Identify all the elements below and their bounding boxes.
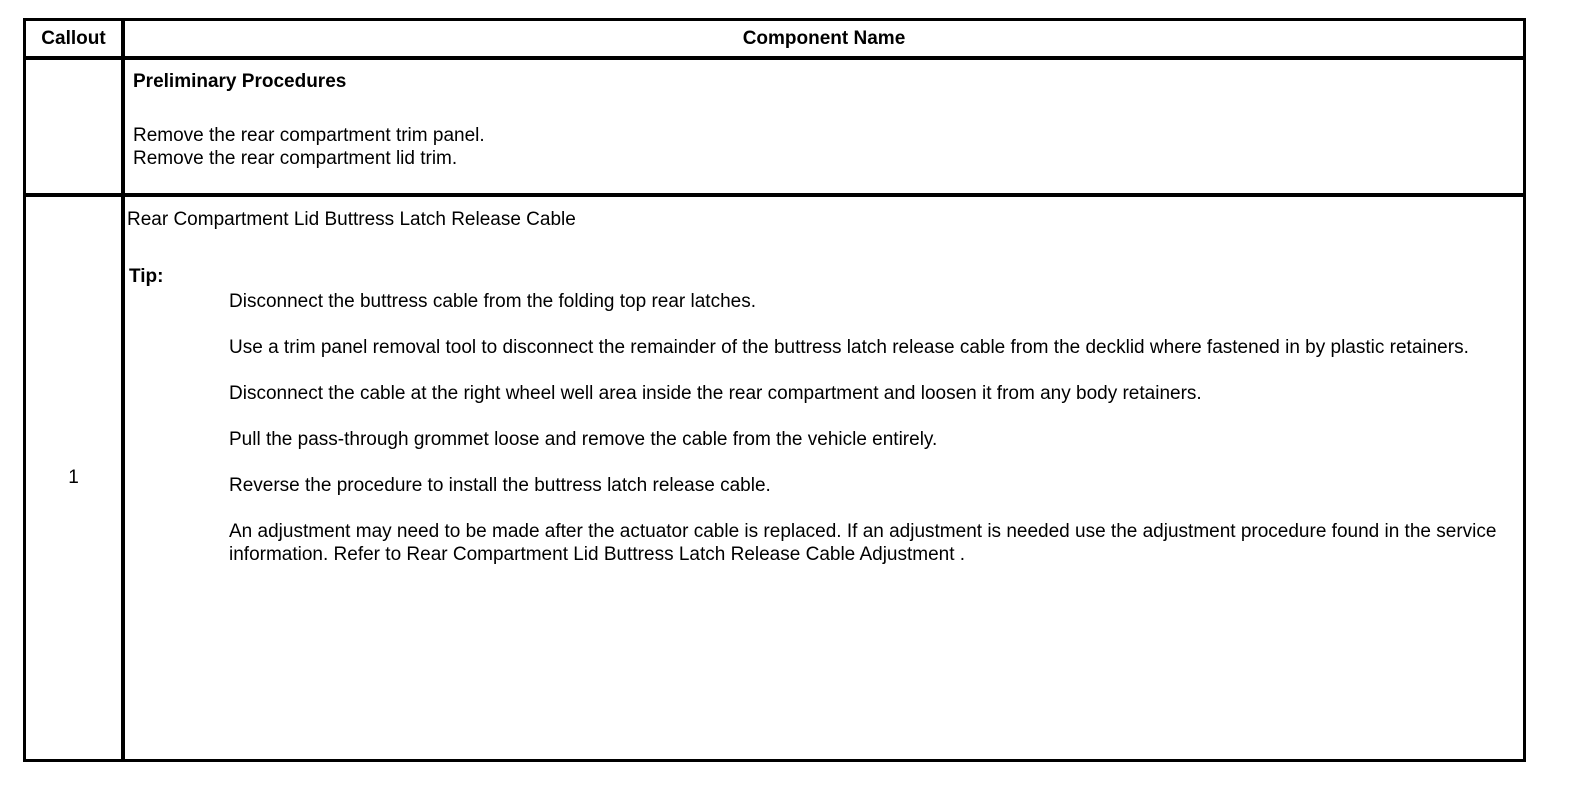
column-divider — [121, 21, 125, 759]
procedure-table — [23, 18, 1526, 762]
tip-item: Reverse the procedure to install the buttress latch release cable. — [229, 475, 771, 496]
tip-list — [229, 290, 1513, 566]
preliminary-procedures-cell — [133, 60, 1513, 193]
tip-label: Tip: — [129, 266, 164, 287]
header-callout: Callout — [41, 27, 106, 49]
preliminary-steps — [133, 124, 1513, 170]
preliminary-title: Preliminary Procedures — [133, 71, 347, 92]
tip-item: An adjustment may need to be made after the actuator cable is replaced. If an adjustment is needed use the adjustment procedure found in the service information. Refer to Rear Compartment Lid Buttress Latch Release Cable Adjustment . — [229, 521, 1497, 565]
preliminary-step: Remove the rear compartment trim panel. — [133, 125, 485, 146]
tip-item: Disconnect the cable at the right wheel well area inside the rear compartment and loosen it from any body retainers. — [229, 383, 1202, 404]
tip-item: Pull the pass-through grommet loose and remove the cable from the vehicle entirely. — [229, 429, 938, 450]
component-name: Rear Compartment Lid Buttress Latch Release Cable — [127, 209, 576, 230]
tip-item: Disconnect the buttress cable from the folding top rear latches. — [229, 291, 756, 312]
preliminary-step: Remove the rear compartment lid trim. — [133, 148, 458, 169]
header-component-name: Component Name — [742, 27, 906, 49]
component-cell — [127, 197, 1513, 759]
callout-number: 1 — [68, 467, 79, 488]
tip-item: Use a trim panel removal tool to disconnect the remainder of the buttress latch release cable from the decklid where fastened in by plastic retainers. — [229, 337, 1469, 358]
